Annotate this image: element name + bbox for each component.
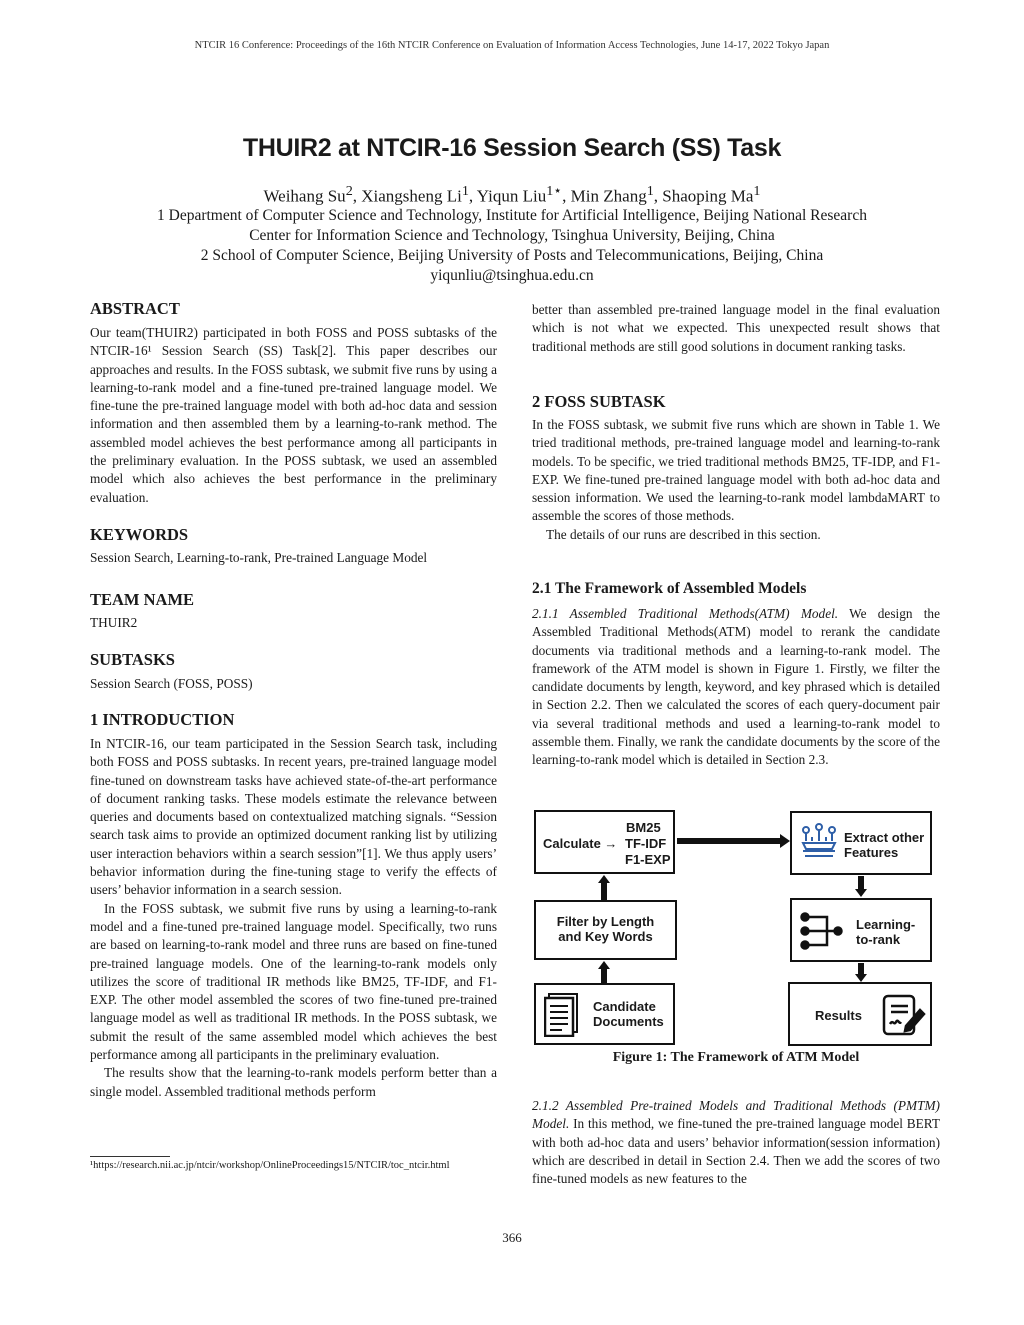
paragraph-atm [532,605,940,770]
arrowhead [780,834,790,848]
author: Xiangsheng Li [361,186,462,206]
arrowhead [855,974,867,982]
candidate-box [534,983,675,1045]
figure-1 [532,808,940,1048]
filter-box: Filter by Length and Key Words [534,900,677,960]
candidate-label: Candidate Documents [593,999,664,1029]
paragraph: In the FOSS subtask, we submit five runs by using a learning-to-rank model and a fine-tuned pre-trained language model. Specifically, two runs are based on learning-to-rank model and three runs are based on fine-tuned pre-trained language models. One of the learning-to-rank models only utilizes the score of traditional IR methods like BM25, TF-IDF, and F1-EXP. The other model assembled the scores of two fine-tuned pre-trained language model as well as traditional IR methods. In the POSS subtask, we submit the result of the same assembled model which achieves the best performance among all participants in the preliminary evaluation. [90,900,497,1063]
keywords-text: Session Search, Learning-to-rank, Pre-trained Language Model [90,550,428,565]
calculate-label: Calculate → [543,836,618,851]
author: Shaoping Ma [662,186,754,206]
running-header: NTCIR 16 Conference: Proceedings of the 16th NTCIR Conference on Evaluation of Information Access Technologies, June 14-17, 2022 Tokyo Japan [194,40,830,51]
affiliation: 2 School of Computer Science, Beijing University of Posts and Telecommunications, Beijing, China [200,247,824,264]
author-sup: 1 [461,183,469,199]
learning-to-rank-box [790,898,932,962]
footnote-link[interactable]: ¹https://research.nii.ac.jp/ntcir/workshop/OnlineProceedings15/NTCIR/toc_ntcir.html [90,1160,450,1171]
affiliation: Center for Information Science and Technology, Tsinghua University, Beijing, China [249,227,775,244]
foss-heading: 2 FOSS SUBTASK [532,392,666,411]
paragraph: better than assembled pre-trained language model in the final evaluation which is not what we expected. This unexpected result shows that traditional methods are still good solutions in document ranking tasks. [532,302,940,354]
learning-to-rank-label: Learning-to-rank [856,917,916,947]
paragraph: The details of our runs are described in this section. [546,526,821,542]
author-sup: 1⋆ [546,183,563,199]
subsection-label: 2.1.2 Assembled Pre-trained Models and Traditional Methods (PMTM) Model. [532,1098,940,1132]
author: Yiqun Liu [476,186,547,206]
author-sup: 1 [646,183,654,199]
footnote-rule [90,1156,170,1157]
paper-title: THUIR2 at NTCIR-16 Session Search (SS) Task [242,134,782,162]
arrowhead [855,889,867,897]
abstract-text: Our team(THUIR2) participated in both FOSS and POSS subtasks of the NTCIR-16¹ Session Search (SS) Task[2]. This paper describes our approaches and results. In the FOSS subtask, we submit five runs by using a learning-to-rank model and a fine-tuned pre-trained language model. We fine-tune the pre-trained language model with both ad-hoc data and session information and then assembled them by a learning-to-rank method. The assembled model achieves the best performance among all participants in the preliminary evaluation. In the POSS subtask, we used an assembled model which also achieves the best performance in the preliminary evaluation. [90,325,497,505]
calculate-box [534,810,675,874]
paragraph: In NTCIR-16, our team participated in the Session Search task, including both FOSS and POSS subtasks. In recent years, pre-trained language model fine-tuned on downstream tasks have achieved state-of-the-art performance of document ranking tasks. These models estimate the relevance between queries and documents based on contextualized matching signals. “Session search task aims to provide an optimized document ranking list by utilizing user interaction behaviors within a search session”[1]. We thus apply users’ behavior information during the fine-tuning stage to verify the effects of users’ behavior information in a search session. [90,736,497,898]
extract-label: Extract other Features [844,830,925,860]
paragraph-text: We design the Assembled Traditional Methods(ATM) model to rerank the candidate documents via traditional methods and a learning-to-rank model. The framework of the ATM model is shown in Figure 1. Firstly, we filter the candidate documents by length, keyword, and key phrased which is detailed in Section 2.2. Then we calculated the scores of each query-document pair via several traditional methods and used a learning-to-rank model to assemble them. Finally, we rank the candidate documents by the score of the learning-to-rank model which is detailed in Section 2.3. [532,606,940,768]
paragraph: The results show that the learning-to-rank models perform better than a single model. Assembled traditional methods perform [90,1065,497,1099]
affiliation: 1 Department of Computer Science and Technology, Institute for Artificial Intelligence, Beijing National Research [157,207,867,224]
tfidf-label: TF-IDF [625,836,667,851]
arrow-down [858,876,864,890]
figure-caption: Figure 1: The Framework of ATM Model [612,1050,860,1065]
keywords-heading: KEYWORDS [90,525,189,544]
arrowhead [598,875,610,883]
subsection-label: 2.1.1 Assembled Traditional Methods(ATM) Model. [532,606,839,621]
bm25-label: BM25 [626,820,661,835]
contact-email[interactable]: yiqunliu@tsinghua.edu.cn [430,267,594,284]
documents-icon [544,993,580,1037]
arrow-up [601,882,607,900]
team-heading: TEAM NAME [90,590,195,609]
arrow-to-extract [677,838,782,844]
arrow-up [601,968,607,983]
f1exp-label: F1-EXP [625,852,671,867]
paragraph-text: In this method, we fine-tuned the pre-trained language model BERT with both ad-hoc data and users’ behavior information(session information) which are described in detail in Section 2.4. Then we add the scores of two fine-tuned models as new features to the [532,1116,940,1187]
arrowhead [598,961,610,969]
intro-body [90,735,497,1101]
section-2-1-heading: 2.1 The Framework of Assembled Models [532,580,807,597]
foss-body [532,416,940,544]
author-sup: 1 [753,183,761,199]
results-label: Results [815,1008,862,1023]
merge-icon [800,912,844,950]
results-box [788,982,932,1046]
page-number: 366 [502,1230,522,1245]
team-text: THUIR2 [90,615,138,630]
abstract-heading: ABSTRACT [90,299,180,318]
intro-heading: 1 INTRODUCTION [90,710,235,729]
extract-box [790,811,932,875]
author: Weihang Su [263,186,346,206]
features-icon [800,823,838,863]
subtasks-text: Session Search (FOSS, POSS) [90,676,253,691]
author-list: Weihang Su$^2$, Xiangsheng Li$^1$, Yiqun Liu$^{1⋆}$, Min Zhang$^1$, Shaoping Ma$^1$ [263,183,761,206]
paragraph: In the FOSS subtask, we submit five runs which are shown in Table 1. We tried traditional methods, pre-trained language model and learning-to-rank models. To be specific, we tried traditional methods BM25, TF-IDP, and F1-EXP. We fine-tuned pre-trained language model with both ad-hoc data and session information. We used the learning-to-rank model lambdaMART to assemble the scores of those methods. [532,417,940,524]
subtasks-heading: SUBTASKS [90,650,175,669]
author: Min Zhang [570,186,647,206]
paragraph-pmtm [532,1097,940,1188]
author-sup: 2 [345,183,353,199]
signed-document-icon [882,994,928,1038]
